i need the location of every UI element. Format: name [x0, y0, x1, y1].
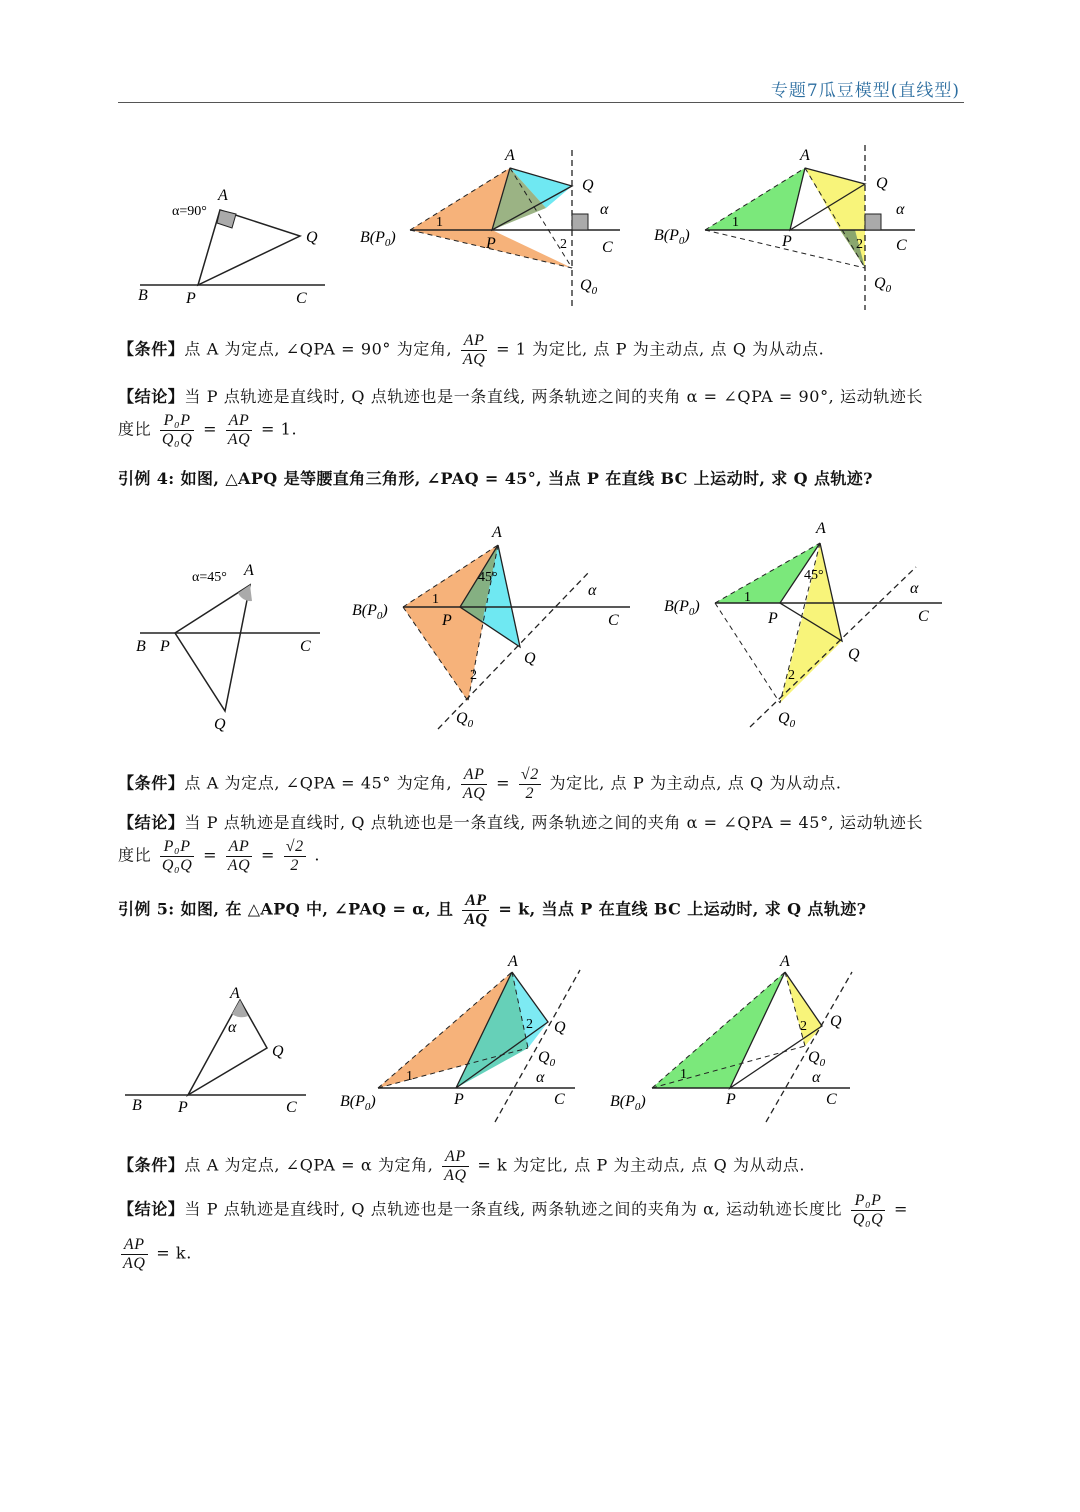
label-p-9: P	[726, 1091, 736, 1108]
fig1-basic	[138, 187, 325, 307]
label-b0-2: $B(P_0)$	[360, 229, 396, 249]
conclusion-2	[118, 810, 968, 836]
label-a: A	[218, 187, 228, 204]
alpha-label-2: α=45°	[192, 570, 227, 585]
label-alpha-2: α	[600, 201, 609, 218]
label-a-5: A	[492, 524, 502, 541]
conclusion-text-2: 度比	[118, 419, 152, 439]
eq-sign-2: =	[496, 773, 511, 793]
condition-text-2: = 1 为定比, 点 P 为主动点, 点 Q 为从动点.	[496, 339, 825, 359]
angle2-label-6: 2	[788, 668, 795, 683]
label-q0-2: $Q_0$	[580, 277, 598, 297]
ratio2-num: P₀P	[160, 838, 194, 857]
eq-sign-4: =	[260, 845, 275, 865]
label-q-5: Q	[524, 650, 536, 667]
label-p-4: P	[160, 638, 170, 655]
label-b0-5: $B(P_0)$	[352, 602, 388, 622]
angle1-label: 1	[436, 215, 443, 230]
frac2-num: AP	[461, 766, 488, 785]
label-a-2: A	[505, 147, 515, 164]
fig3-orange	[340, 953, 580, 1122]
label-c: C	[296, 290, 307, 307]
label-q0-8: $Q_0$	[538, 1049, 556, 1069]
condition-2	[118, 766, 968, 802]
angle1-label-3: 1	[732, 215, 739, 230]
frac-den: AQ	[462, 350, 486, 368]
label-p-2: P	[486, 235, 496, 252]
label-a-3: A	[800, 147, 810, 164]
condition-1	[118, 332, 968, 368]
ratio-fraction-3	[442, 1148, 469, 1184]
angle1-label-6: 1	[744, 590, 751, 605]
label-q0-5: $Q_0$	[456, 710, 474, 730]
sqrt2-fraction	[519, 766, 541, 802]
frac3-den: AQ	[444, 1166, 467, 1184]
frac2-den: AQ	[462, 784, 486, 802]
eq-sign: =	[203, 419, 218, 439]
example-5-heading	[118, 892, 978, 928]
label-p-8: P	[454, 1091, 464, 1108]
figure-row-2	[120, 515, 950, 735]
triangle-apq-7	[188, 1000, 267, 1095]
fig3-basic	[125, 985, 306, 1116]
frac-den-2: AQ	[227, 430, 251, 448]
figure-row-1	[120, 140, 950, 320]
condition-text-1: 点 A 为定点, ∠QPA = 90° 为定角,	[184, 339, 453, 359]
label-b: B	[138, 287, 148, 304]
example-5-text-1: 引例 5: 如图, 在 △APQ 中, ∠PAQ = α, 且	[118, 899, 454, 919]
ratio2-den: Q₀Q	[161, 856, 193, 874]
conclusion-tag: 【结论】	[118, 387, 185, 406]
label-q-4: Q	[214, 716, 226, 733]
conclusion-1-line2	[118, 412, 968, 448]
angle2-label-9: 2	[800, 1019, 807, 1034]
label-c-3: C	[896, 237, 907, 254]
label-b0-3: $B(P_0)$	[654, 227, 690, 247]
conclusion-3-end: = k.	[156, 1243, 192, 1263]
angle2-label-5: 2	[470, 668, 477, 683]
label-c-6: C	[918, 608, 929, 625]
label-45-5: 45°	[478, 570, 498, 585]
label-q0-9: $Q_0$	[808, 1049, 826, 1069]
label-c-7: C	[286, 1099, 297, 1116]
condition-3-text-1: 点 A 为定点, ∠QPA = α 为定角,	[184, 1155, 434, 1175]
ratio-den: Q₀Q	[161, 430, 193, 448]
ratio3-den: Q₀Q	[852, 1210, 884, 1228]
header-title: 专题7瓜豆模型(直线型)	[770, 81, 960, 101]
ratio-num: P₀P	[160, 412, 194, 431]
condition-tag-3: 【条件】	[118, 1155, 185, 1175]
conclusion-2-end: .	[314, 845, 321, 865]
label-q-7: Q	[272, 1043, 284, 1060]
frac3b-den: AQ	[123, 1254, 146, 1272]
label-q-3: Q	[876, 175, 888, 192]
label-q-6: Q	[848, 646, 860, 663]
conclusion-2-text-1: 当 P 点轨迹是直线时, Q 点轨迹也是一条直线, 两条轨迹之间的夹角 α = ∠QPA = 45°, 运动轨迹长	[184, 813, 924, 832]
angle2-label-8: 2	[526, 1017, 533, 1032]
label-alpha-6: α	[910, 580, 919, 597]
conclusion-text-3: = 1.	[260, 419, 298, 439]
angle1-label-8: 1	[406, 1069, 413, 1084]
sqrt2-den: 2	[525, 784, 535, 802]
conclusion-3-line2	[118, 1236, 968, 1272]
frac3-num: AP	[442, 1148, 469, 1167]
label-p-5: P	[442, 612, 452, 629]
label-alpha-7: α	[228, 1019, 237, 1036]
label-q-9: Q	[830, 1013, 842, 1030]
conclusion-tag-3: 【结论】	[118, 1199, 185, 1219]
label-q-8: Q	[554, 1019, 566, 1036]
example-5-fraction	[462, 892, 489, 928]
label-p-3: P	[782, 233, 792, 250]
right-angle-mark	[217, 210, 236, 228]
frac-num-2: AP	[226, 412, 253, 431]
label-p: P	[186, 290, 196, 307]
condition-2-text-1: 点 A 为定点, ∠QPA = 45° 为定角,	[184, 773, 453, 793]
angle1-label-5: 1	[432, 592, 439, 607]
label-b-7: B	[132, 1097, 142, 1114]
label-a-8: A	[508, 953, 518, 970]
length-ratio	[160, 412, 194, 448]
ratio3-num: P₀P	[851, 1192, 885, 1211]
fig2-orange	[352, 524, 630, 730]
label-q: Q	[306, 229, 318, 246]
angle2-label: 2	[560, 237, 567, 252]
condition-2-text-2: 为定比, 点 P 为主动点, 点 Q 为从动点.	[549, 773, 842, 793]
alpha-label: α=90°	[172, 204, 207, 219]
label-alpha-5: α	[588, 582, 597, 599]
fig2-green	[664, 520, 942, 730]
conclusion-1	[118, 384, 968, 410]
frac2b-num: AP	[226, 838, 253, 857]
example-4-heading: 引例 4: 如图, △APQ 是等腰直角三角形, ∠PAQ = 45°, 当点 P 在直线 BC 上运动时, 求 Q 点轨迹?	[118, 469, 873, 488]
sqrt2b-den: 2	[290, 856, 299, 874]
ap-aq-fraction-2	[226, 838, 253, 874]
right-angle-mark-2	[572, 214, 588, 230]
label-q0-6: $Q_0$	[778, 710, 796, 730]
label-b0-6: $B(P_0)$	[664, 598, 700, 618]
label-alpha-8: α	[536, 1069, 545, 1086]
label-p-7: P	[178, 1099, 188, 1116]
eq-sign-5: =	[894, 1199, 909, 1219]
sqrt2-num: √2	[520, 766, 539, 783]
frac-num: AP	[461, 332, 488, 351]
label-q-2: Q	[582, 177, 594, 194]
page-header	[118, 76, 964, 103]
label-a-6: A	[816, 520, 826, 537]
example-5-text-2: = k, 当点 P 在直线 BC 上运动时, 求 Q 点轨迹?	[498, 899, 867, 919]
conclusion-2-text-2: 度比	[118, 845, 152, 865]
condition-tag: 【条件】	[118, 339, 185, 359]
ex5-den: AQ	[464, 910, 488, 928]
label-a-7: A	[230, 985, 240, 1002]
condition-tag-2: 【条件】	[118, 773, 185, 793]
length-ratio-3	[851, 1192, 885, 1228]
label-b-4: B	[136, 638, 146, 655]
label-p-6: P	[768, 610, 778, 627]
frac3b-num: AP	[121, 1236, 148, 1255]
fig1-green	[654, 145, 915, 310]
label-c-4: C	[300, 638, 311, 655]
label-q0-3: $Q_0$	[874, 275, 892, 295]
sqrt2-fraction-2	[284, 838, 306, 874]
angle2-label-3: 2	[856, 237, 863, 252]
frac2b-den: AQ	[227, 856, 251, 874]
ex5-num: AP	[462, 892, 489, 911]
label-b0-8: $B(P_0)$	[340, 1093, 376, 1113]
conclusion-2-line2	[118, 838, 968, 874]
label-alpha-9: α	[812, 1069, 821, 1086]
ap-aq-fraction-3	[121, 1236, 148, 1272]
q-track-9	[766, 972, 852, 1122]
angle1-label-9: 1	[680, 1067, 687, 1082]
label-alpha-3: α	[896, 201, 905, 218]
right-angle-mark-3	[865, 214, 881, 230]
label-c-5: C	[608, 612, 619, 629]
fig1-orange	[360, 147, 620, 310]
eq-sign-3: =	[203, 845, 218, 865]
conclusion-3	[118, 1192, 968, 1228]
label-a-4: A	[244, 562, 254, 579]
ratio-fraction	[461, 332, 488, 368]
conclusion-3-text-1: 当 P 点轨迹是直线时, Q 点轨迹也是一条直线, 两条轨迹之间的夹角为 α, 运动轨迹长度比	[184, 1199, 843, 1219]
ratio-fraction-2	[461, 766, 488, 802]
conclusion-tag-2: 【结论】	[118, 813, 185, 832]
triangle-apq	[198, 210, 300, 285]
condition-3-text-2: = k 为定比, 点 P 为主动点, 点 Q 为从动点.	[477, 1155, 806, 1175]
label-c-9: C	[826, 1091, 837, 1108]
label-a-9: A	[780, 953, 790, 970]
label-c-8: C	[554, 1091, 565, 1108]
fig3-green	[610, 953, 852, 1122]
sqrt2b-num: √2	[285, 838, 304, 855]
triangle-apq-4	[175, 585, 250, 711]
shape-green-3	[652, 972, 785, 1088]
figure-row-3	[120, 950, 950, 1130]
condition-3	[118, 1148, 968, 1184]
ap-aq-fraction	[226, 412, 253, 448]
conclusion-text-1: 当 P 点轨迹是直线时, Q 点轨迹也是一条直线, 两条轨迹之间的夹角 α = ∠QPA = 90°, 运动轨迹长	[184, 387, 924, 406]
label-b0-9: $B(P_0)$	[610, 1093, 646, 1113]
label-45-6: 45°	[804, 568, 824, 583]
label-c-2: C	[602, 239, 613, 256]
length-ratio-2	[160, 838, 194, 874]
fig2-basic	[136, 562, 320, 733]
